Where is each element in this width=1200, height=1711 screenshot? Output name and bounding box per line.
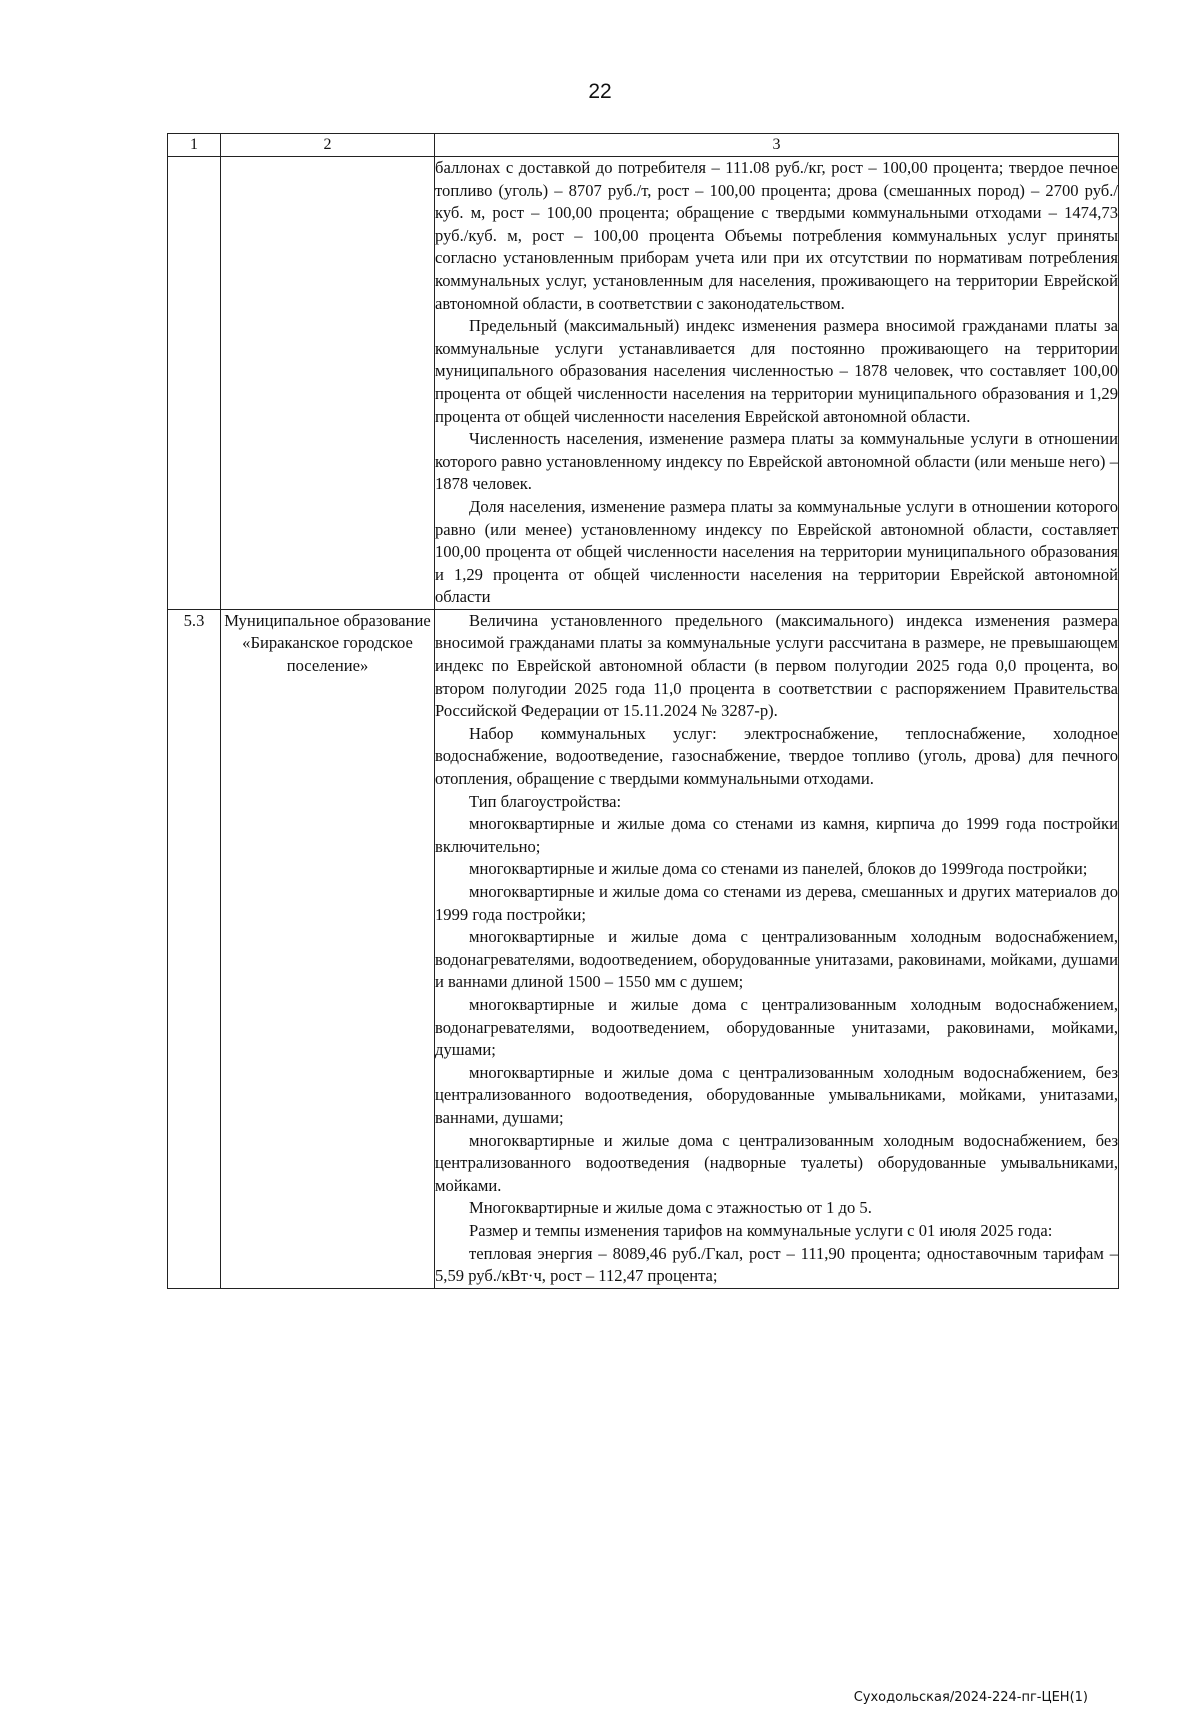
municipality-name-cell <box>221 157 435 610</box>
municipality-name-cell: Муниципальное образование «Бираканское городское поселение» <box>221 609 435 1288</box>
page-number: 22 <box>588 80 612 103</box>
column-header-2: 2 <box>221 134 435 157</box>
paragraph: Тип благоустройства: <box>469 791 622 811</box>
row-number-cell: 5.3 <box>168 609 221 1288</box>
paragraph: Численность населения, изменение размера платы за коммунальные услуги в отношении которого равно установленному индексу по Еврейской автономной области (или меньше него) – 1878 человек. <box>435 429 1118 494</box>
table-row <box>168 157 1119 610</box>
paragraph: тепловая энергия – 8089,46 руб./Гкал, рост – 111,90 процента; одноставочным тарифам – 5,59 руб./кВт·ч, рост – 112,47 процента; <box>435 1243 1118 1286</box>
description-cell <box>435 157 1119 610</box>
paragraph: Величина установленного предельного (максимального) индекса изменения размера вносимой гражданами платы за коммунальные услуги рассчитана в размере, не превышающем индекс по Еврейской автономной области (в первом полугодии 2025 года 0,0 процента, во втором полугодии 2025 года 11,0 процента в соответствии с распоряжением Правительства Российской Федерации от 15.11.2024 № 3287-р). <box>435 610 1118 721</box>
row-number-cell <box>168 157 221 610</box>
paragraph: баллонах с доставкой до потребителя – 111.08 руб./кг, рост – 100,00 процента; твердое печное топливо (уголь) – 8707 руб./т, рост – 100,00 процента; дрова (смешанных пород) – 2700 руб./куб. м, рост – 100,00 процента; обращение с твердыми коммунальными отходами – 1474,73 руб./куб. м, рост – 100,00 процента Объемы потребления коммунальных услуг приняты согласно установленным приборам учета или при их отсутствии по нормативам потребления коммунальных услуг, установленным для населения, проживающего на территории Еврейской автономной области, в соответствии с законодательством. <box>435 158 1118 313</box>
table-row <box>168 609 1119 1288</box>
document-table <box>167 133 1119 1289</box>
table-header-row <box>168 134 1119 157</box>
paragraph: многоквартирные и жилые дома с централизованным холодным водоснабжением, без централизованного водоотведения, оборудованные умывальниками, мойками, унитазами, ваннами, душами; <box>435 1062 1118 1127</box>
column-header-3: 3 <box>435 134 1119 157</box>
paragraph: Размер и темпы изменения тарифов на коммунальные услуги с 01 июля 2025 года: <box>469 1220 1053 1240</box>
paragraph: многоквартирные и жилые дома с централизованным холодным водоснабжением, без централизованного водоотведения (надворные туалеты) оборудованные умывальниками, мойками. <box>435 1130 1118 1195</box>
paragraph: Многоквартирные и жилые дома с этажностью от 1 до 5. <box>469 1198 872 1218</box>
column-header-1: 1 <box>168 134 221 157</box>
paragraph: многоквартирные и жилые дома с централизованным холодным водоснабжением, водонагревателями, водоотведением, оборудованные унитазами, раковинами, мойками, душами и ваннами длиной 1500 – 1550 мм с душем; <box>435 927 1118 992</box>
paragraph: Доля населения, изменение размера платы за коммунальные услуги в отношении которого равно (или менее) установленному индексу по Еврейской автономной области, составляет 100,00 процента от общей численности населения на территории муниципального образования и 1,29 процента от общей численности населения на территории Еврейской автономной области <box>435 496 1118 607</box>
document-code-footer: Суходольская/2024-224-пг-ЦЕН(1) <box>853 1690 1088 1705</box>
paragraph: Предельный (максимальный) индекс изменения размера вносимой гражданами платы за коммунальные услуги устанавливается для постоянно проживающего на территории муниципального образования населения численностью – 1878 человек, что составляет 100,00 процента от общей численности населения на территории муниципального образования и 1,29 процента от общей численности населения Еврейской автономной области. <box>435 316 1118 426</box>
paragraph: многоквартирные и жилые дома со стенами из дерева, смешанных и других материалов до 1999 года постройки; <box>435 882 1118 924</box>
description-cell <box>435 609 1119 1288</box>
paragraph: многоквартирные и жилые дома с централизованным холодным водоснабжением, водонагревателями, водоотведением, оборудованные унитазами, раковинами, мойками, душами; <box>435 994 1118 1060</box>
paragraph: многоквартирные и жилые дома со стенами из камня, кирпича до 1999 года постройки включительно; <box>435 814 1118 856</box>
paragraph: многоквартирные и жилые дома со стенами из панелей, блоков до 1999года постройки; <box>469 859 1088 879</box>
paragraph: Набор коммунальных услуг: электроснабжение, теплоснабжение, холодное водоснабжение, водоотведение, газоснабжение, твердое топливо (уголь, дрова) для печного отопления, обращение с твердыми коммунальными отходами. <box>435 723 1118 789</box>
